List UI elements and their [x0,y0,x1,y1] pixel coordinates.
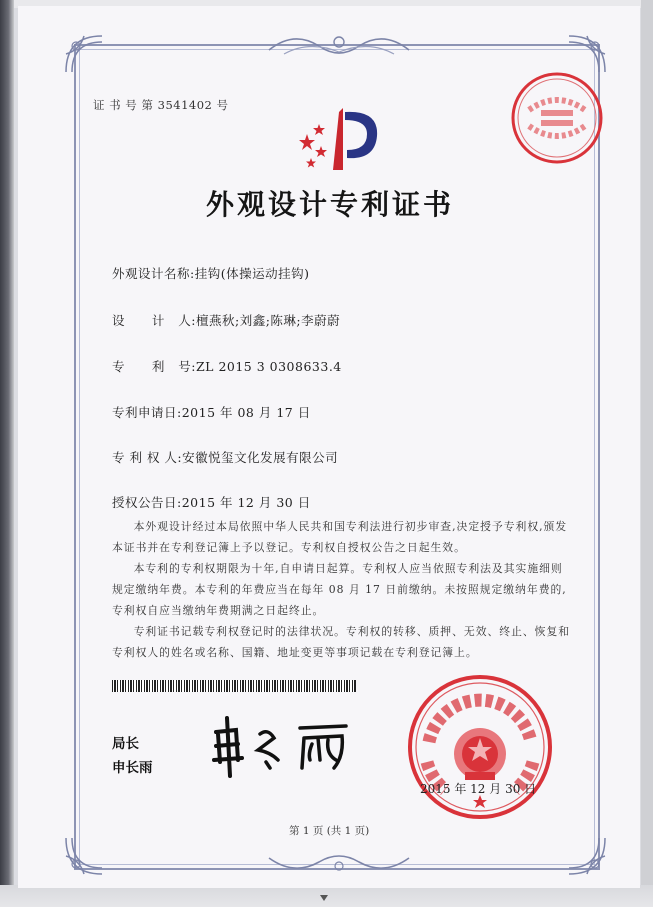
certificate-number: 证 书 号 第 3541402 号 [93,98,229,112]
field-value: 挂钩(体操运动挂钩) [194,266,310,281]
body-paragraph: 专利证书记载专利权登记时的法律状况。专利权的转移、质押、无效、终止、恢复和专利权人的姓名或名称、国籍、地址变更等事项记载在专利登记簿上。 [112,625,571,659]
field-filing-date [112,403,311,421]
director-name: 申长雨 [112,760,153,776]
national-ip-office-seal-icon [405,672,555,822]
field-patent-number [112,357,342,375]
certificate-body [112,516,574,663]
field-value: 2015 年 12 月 30 日 [181,495,311,510]
field-value: 檀燕秋;刘鑫;陈琳;李蔚蔚 [195,313,341,328]
field-label: 授权公告日: [112,495,182,510]
field-label: 专利申请日: [112,405,182,420]
body-paragraph: 本专利的专利权期限为十年,自申请日起算。专利权人应当依照专利法及其实施细则规定缴纳年费。本专利的年费应当在每年 08 月 17 日前缴纳。未按照规定缴纳年费的,专利权自应当缴纳年费期满之日起终止。 [112,562,567,617]
field-value: ZL 2015 3 0308633.4 [195,359,342,374]
field-label: 外观设计名称: [112,266,195,281]
field-label: 专 利 权 人: [112,450,183,465]
scan-edge-left [0,0,14,907]
patent-office-logo-icon [295,104,385,176]
field-design-name [112,264,309,282]
field-label: 设 计 人: [112,313,196,328]
field-designers [112,311,340,329]
corner-ornament-icon [62,834,106,878]
field-label: 专 利 号: [112,359,196,374]
corner-ornament-icon [565,834,609,878]
top-ornament-icon [264,30,414,62]
barcode [112,680,356,692]
director-signature-icon [208,710,358,780]
director-title: 局长 [112,736,139,752]
page-footer: 第 1 页 (共 1 页) [289,825,370,837]
field-value: 安徽悦玺文化发展有限公司 [182,450,339,465]
certificate-title: 外观设计专利证书 [206,188,455,221]
corner-ornament-icon [62,32,106,76]
bottom-ornament-icon [264,850,414,876]
agency-seal-icon [509,70,605,166]
scan-marker [320,895,328,901]
field-patentee [112,448,338,466]
field-grant-date [112,493,311,511]
seal-date: 2015 年 12 月 30 日 [420,782,537,796]
body-paragraph: 本外观设计经过本局依照中华人民共和国专利法进行初步审查,决定授予专利权,颁发本证书并在专利登记簿上予以登记。专利权自授权公告之日起生效。 [112,520,568,554]
field-value: 2015 年 08 月 17 日 [181,405,311,420]
scan-edge-right [641,0,653,907]
